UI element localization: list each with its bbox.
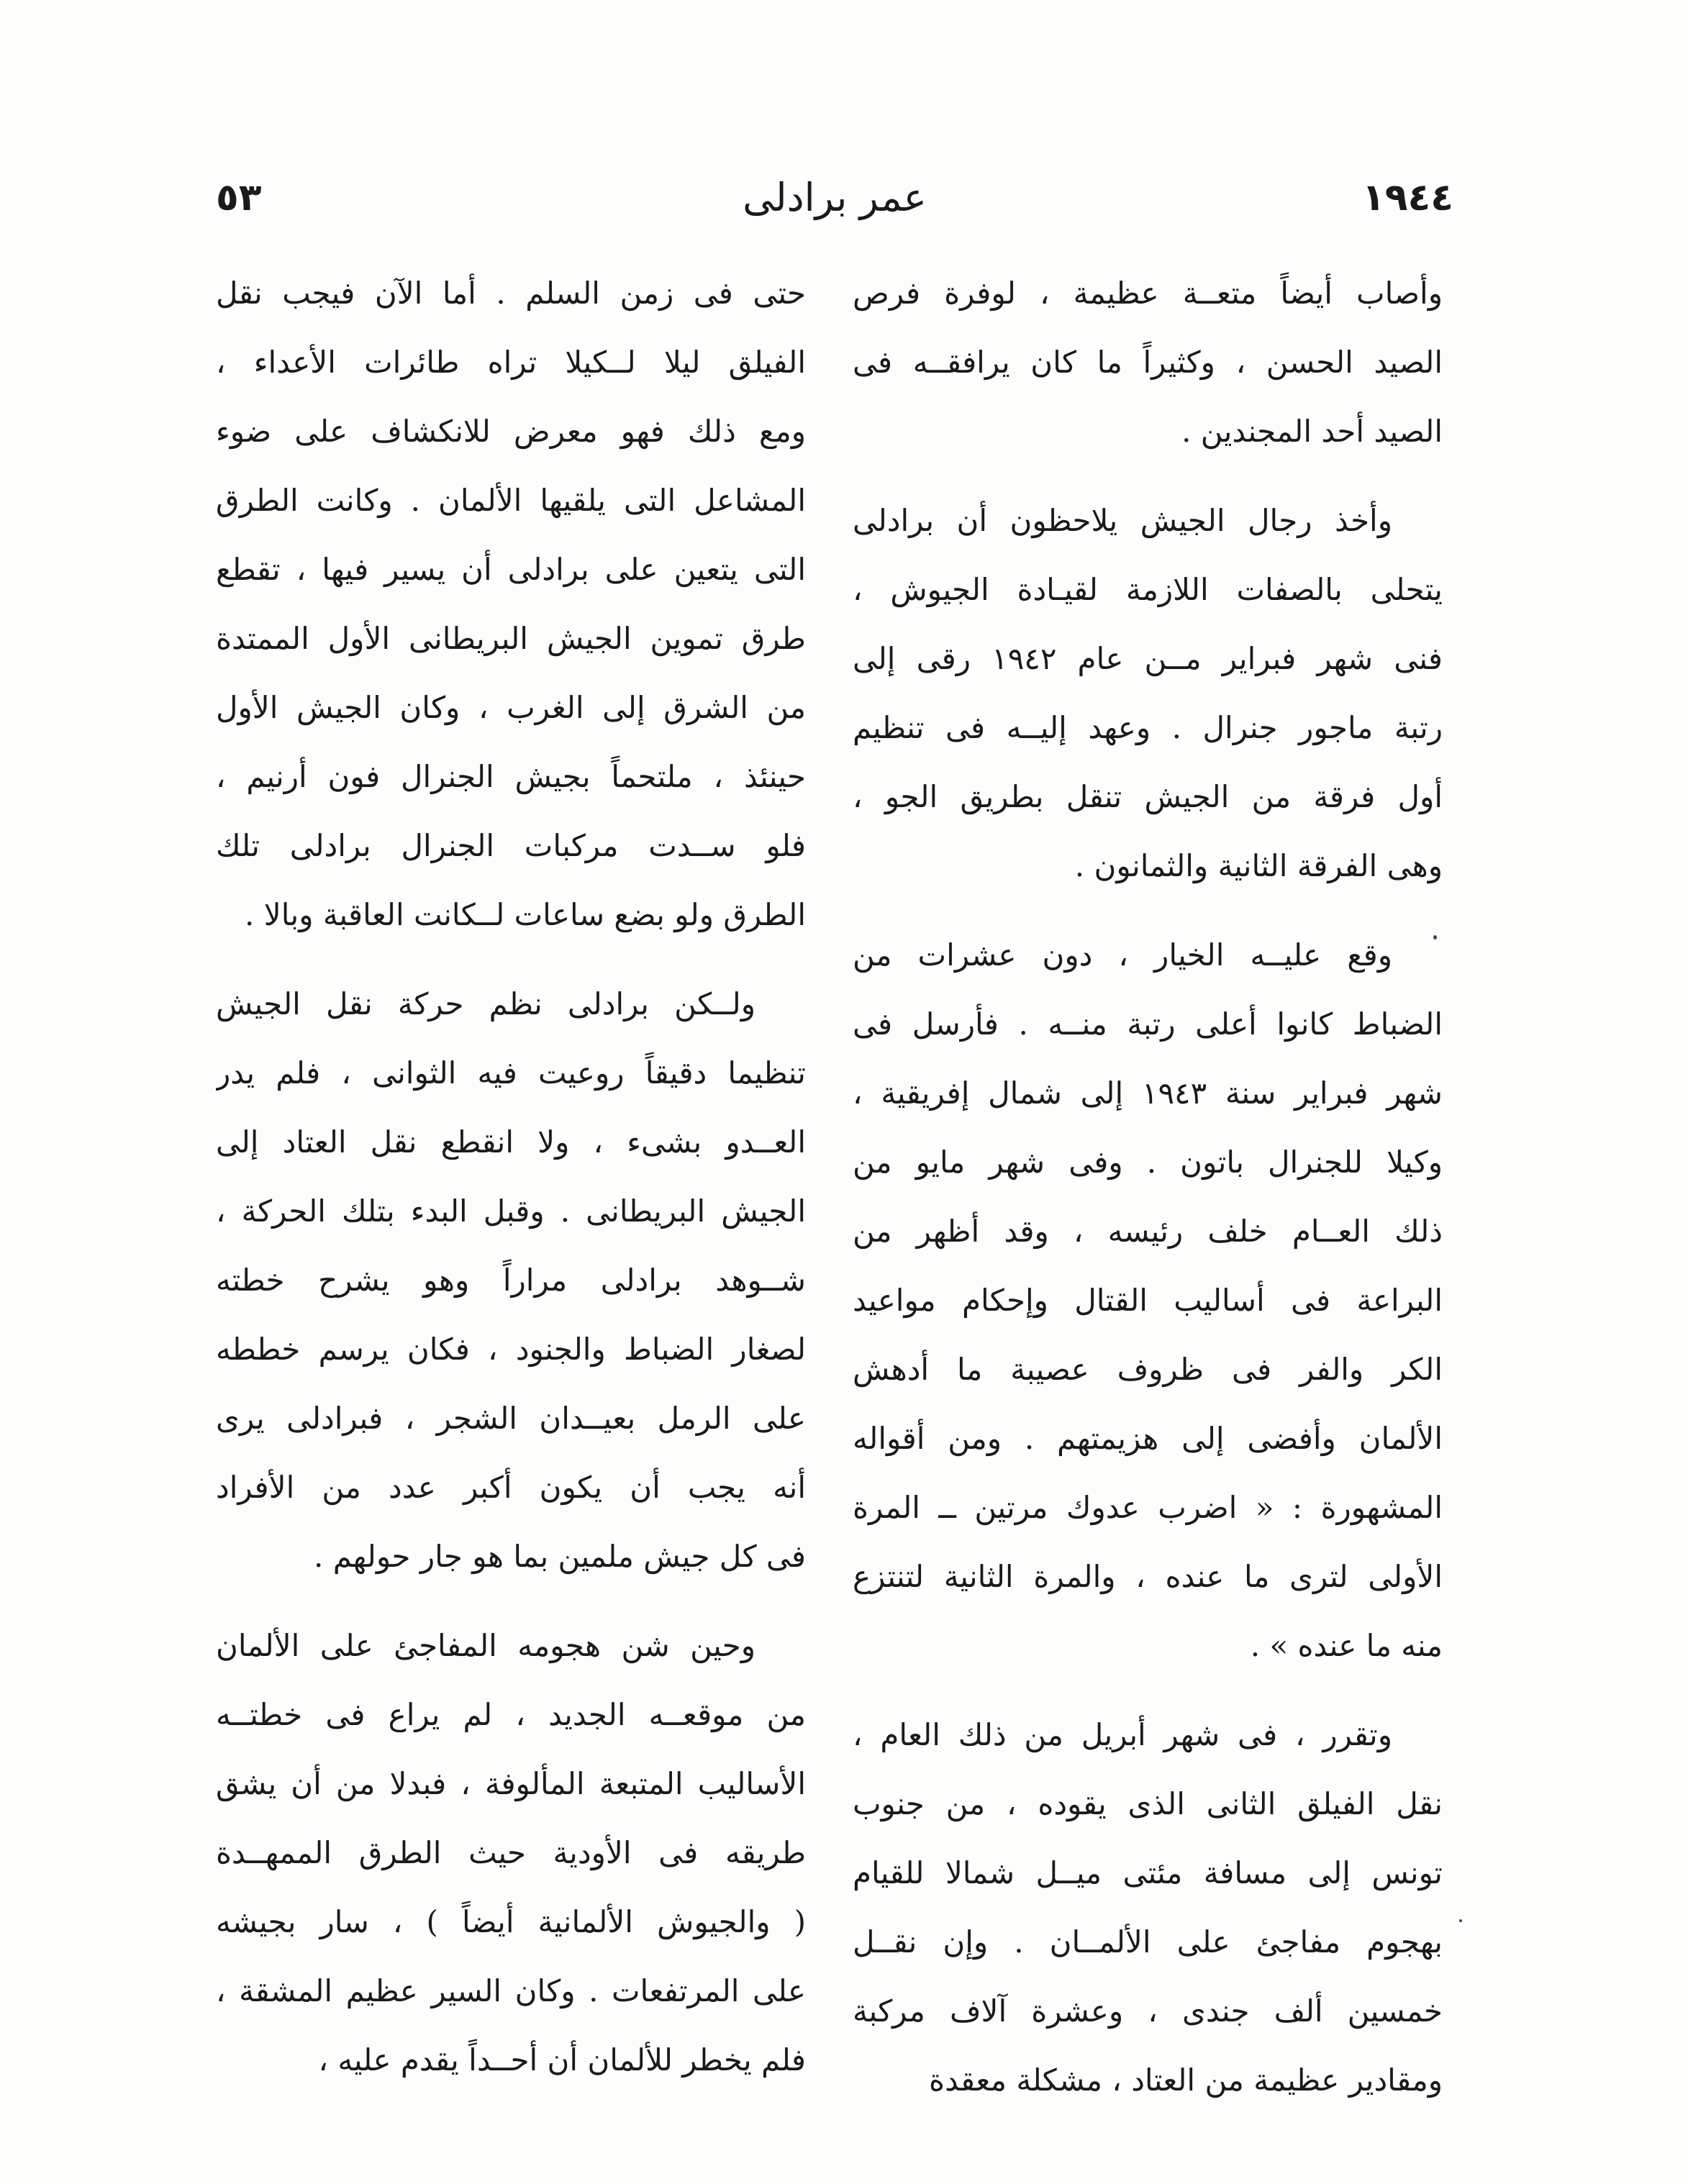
paragraph-gap (216, 1591, 806, 1611)
text-line: ومع ذلك فهو معرض للانكشاف على ضوء (216, 414, 806, 449)
text-line: الضباط كانوا أعلى رتبة منــه . فأرسل فى (853, 1006, 1443, 1042)
text-line: تنظيما دقيقاً روعيت فيه الثوانى ، فلم يدر (216, 1055, 806, 1091)
left-text-column (216, 259, 806, 2095)
text-line: حينئذ ، ملتحماً بجيش الجنرال فون أرنيم ، (216, 759, 806, 794)
text-line: رتبة ماجور جنرال . وعهد إليــه فى تنظيم (853, 710, 1443, 745)
text-line: وأخذ رجال الجيش يلاحظون أن برادلى (853, 503, 1392, 538)
text-line: فلم يخطر للألمان أن أحــداً يقدم عليه ، (318, 2042, 806, 2078)
text-line: الألمان وأفضى إلى هزيمتهم . ومن أقواله (853, 1421, 1443, 1456)
running-head (216, 173, 1453, 237)
text-line: من الشرق إلى الغرب ، وكان الجيش الأول (216, 690, 806, 725)
text-line: أول فرقة من الجيش تنقل بطريق الجو ، (853, 779, 1443, 814)
year-heading: ١٩٤٤ (1362, 176, 1453, 219)
print-speck (1433, 935, 1437, 939)
text-line: المشهورة : « اضرب عدوك مرتين ــ المرة (853, 1490, 1443, 1525)
text-line: بهجوم مفاجئ على الألمــان . وإن نقــل (853, 1924, 1443, 1960)
text-line: الكر والفر فى ظروف عصيبة ما أدهش (853, 1352, 1443, 1387)
text-line: ولــكن برادلى نظم حركة نقل الجيش (216, 986, 755, 1022)
text-line: وقع عليــه الخيار ، دون عشرات من (853, 937, 1392, 973)
paragraph-gap (216, 950, 806, 970)
chapter-title: عمر برادلى (743, 175, 927, 220)
text-line: وحين شن هجومه المفاجئ على الألمان (216, 1628, 755, 1663)
paragraph-gap (853, 1680, 1443, 1701)
text-line: لصغار الضباط والجنود ، فكان يرسم خططه (216, 1332, 806, 1367)
text-line: الجيش البريطانى . وقبل البدء بتلك الحركة ، (216, 1193, 806, 1229)
text-line: تونس إلى مسافة مئتى ميــل شمالا للقيام (853, 1855, 1443, 1890)
text-line: خمسين ألف جندى ، وعشرة آلاف مركبة (853, 1993, 1443, 2029)
page-number: ٥٣ (216, 176, 262, 219)
text-line: شــوهد برادلى مراراً وهو يشرح خطته (216, 1262, 806, 1298)
text-line: وتقرر ، فى شهر أبريل من ذلك العام ، (853, 1717, 1392, 1752)
text-line: البراعة فى أساليب القتال وإحكام مواعيد (853, 1283, 1443, 1318)
text-line: على الرمل بعيــدان الشجر ، فبرادلى يرى (216, 1401, 806, 1436)
right-text-column (853, 259, 1443, 2115)
text-line: نقل الفيلق الثانى الذى يقوده ، من جنوب (853, 1786, 1443, 1821)
text-line: الصيد الحسن ، وكثيراً ما كان يرافقــه فى (853, 345, 1443, 380)
text-line: ذلك العــام خلف رئيسه ، وقد أظهر من (853, 1214, 1443, 1249)
text-line: طريقه فى الأودية حيث الطرق الممهــدة (216, 1835, 806, 1870)
text-line: الفيلق ليلا لــكيلا تراه طائرات الأعداء ، (216, 345, 806, 380)
text-line: على المرتفعات . وكان السير عظيم المشقة ، (216, 1973, 806, 2008)
text-line: المشاعل التى يلقيها الألمان . وكانت الطرق (216, 483, 806, 518)
text-line: ( والجيوش الألمانية أيضاً ) ، سار بجيشه (216, 1904, 806, 1939)
print-speck (1459, 1919, 1462, 1922)
text-line: وأصاب أيضاً متعــة عظيمة ، لوفرة فرص (853, 276, 1443, 311)
text-line: التى يتعين على برادلى أن يسير فيها ، تقطع (216, 552, 806, 587)
text-line: الطرق ولو بضع ساعات لــكانت العاقبة وبالا . (245, 897, 806, 932)
text-line: فنى شهر فبراير مــن عام ١٩٤٢ رقى إلى (853, 641, 1443, 676)
text-line: شهر فبراير سنة ١٩٤٣ إلى شمال إفريقية ، (853, 1075, 1443, 1111)
text-line: وكيلا للجنرال باتون . وفى شهر مايو من (853, 1145, 1443, 1180)
text-line: حتى فى زمن السلم . أما الآن فيجب نقل (216, 276, 806, 311)
text-line: منه ما عنده » . (1250, 1628, 1443, 1663)
text-line: من موقعــه الجديد ، لم يراع فى خطتــه (216, 1697, 806, 1732)
text-line: يتحلى بالصفات اللازمة لقيـادة الجيوش ، (853, 572, 1443, 607)
text-line: الصيد أحد المجندين . (1181, 414, 1443, 449)
text-line: وهى الفرقة الثانية والثمانون . (1074, 848, 1443, 883)
text-line: الأساليب المتبعة المألوفة ، فبدلا من أن يشق (216, 1766, 806, 1801)
text-line: فى كل جيش ملمين بما هو جار حولهم . (314, 1539, 806, 1574)
text-line: فلو ســدت مركبات الجنرال برادلى تلك (216, 828, 806, 863)
text-line: أنه يجب أن يكون أكبر عدد من الأفراد (216, 1470, 806, 1505)
paragraph-gap (853, 466, 1443, 486)
text-line: طرق تموين الجيش البريطانى الأول الممتدة (216, 621, 806, 656)
paragraph-gap (853, 901, 1443, 921)
text-line: العــدو بشىء ، ولا انقطع نقل العتاد إلى (216, 1124, 806, 1160)
text-line: ومقادير عظيمة من العتاد ، مشكلة معقدة (928, 2062, 1443, 2098)
text-line: الأولى لترى ما عنده ، والمرة الثانية لتنتزع (853, 1559, 1443, 1594)
